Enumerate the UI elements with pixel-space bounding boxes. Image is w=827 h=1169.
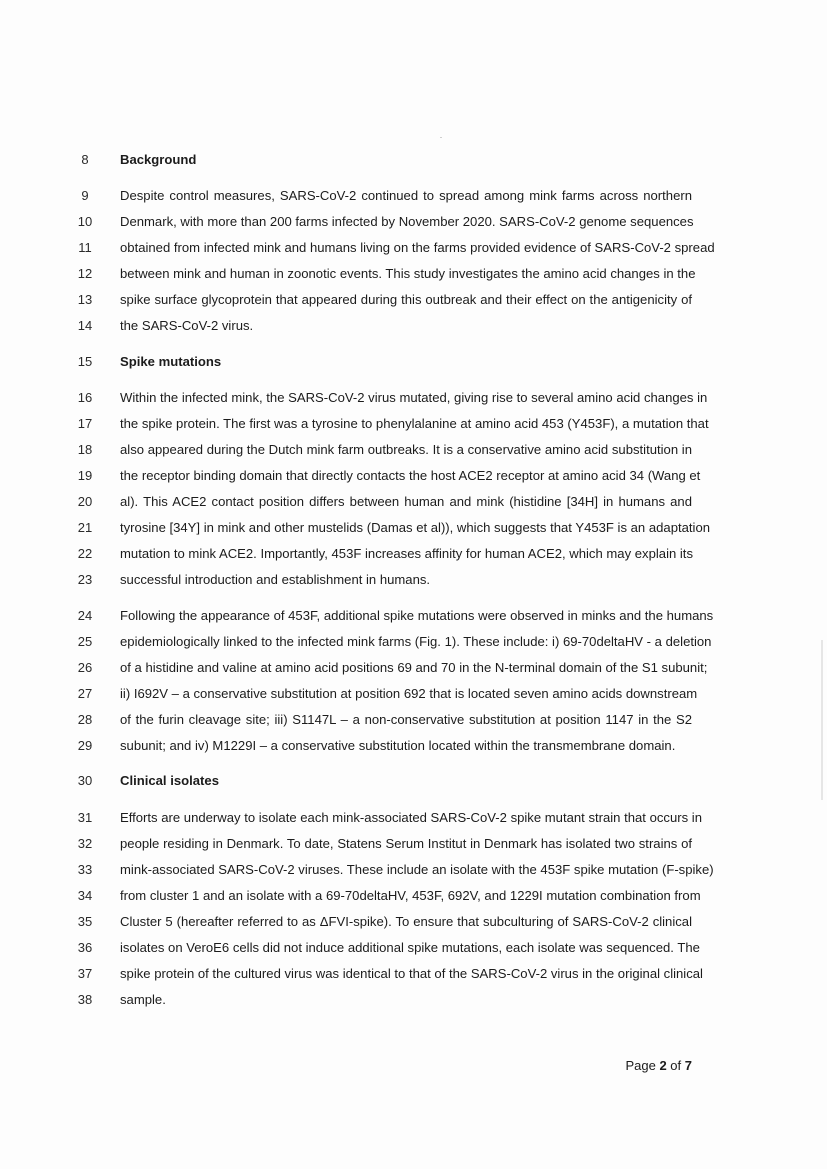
body-text-line: Despite control measures, SARS-CoV-2 continued to spread among mink farms across northern [120, 188, 692, 203]
line-number: 37 [77, 966, 93, 981]
body-text-line: the spike protein. The first was a tyrosine to phenylalanine at amino acid 453 (Y453F), a mutation that [120, 416, 709, 431]
line-number: 15 [77, 354, 93, 369]
section-heading: Clinical isolates [120, 773, 219, 788]
body-text-line: spike surface glycoprotein that appeared during this outbreak and their effect on the antigenicity of [120, 292, 692, 307]
body-text-line: also appeared during the Dutch mink farm outbreaks. It is a conservative amino acid substitution in [120, 442, 692, 457]
line-number: 26 [77, 660, 93, 675]
line-number: 19 [77, 468, 93, 483]
body-text-line: between mink and human in zoonotic events. This study investigates the amino acid changes in the [120, 266, 696, 281]
section-heading: Background [120, 152, 197, 167]
body-text-line: Following the appearance of 453F, additional spike mutations were observed in minks and the humans [120, 608, 714, 623]
line-number: 20 [77, 494, 93, 509]
line-number: 21 [77, 520, 93, 535]
scan-speck [440, 137, 442, 138]
body-text-line: al). This ACE2 contact position differs between human and mink (histidine [34H] in humans and [120, 494, 692, 509]
line-number: 17 [77, 416, 93, 431]
footer-prefix: Page [625, 1058, 660, 1073]
line-number: 22 [77, 546, 93, 561]
line-number: 11 [78, 240, 92, 255]
body-text-line: of a histidine and valine at amino acid positions 69 and 70 in the N-terminal domain of the S1 subunit; [120, 660, 708, 675]
line-number: 9 [81, 188, 89, 203]
line-number: 8 [81, 152, 89, 167]
line-number: 38 [77, 992, 93, 1007]
body-text-line: Cluster 5 (hereafter referred to as ΔFVI-spike). To ensure that subculturing of SARS-CoV-2 clinical [120, 914, 692, 929]
line-number: 16 [77, 390, 93, 405]
line-number: 29 [77, 738, 93, 753]
body-text-line: of the furin cleavage site; iii) S1147L – a non-conservative substitution at position 1147 in the S2 [120, 712, 692, 727]
line-number: 28 [77, 712, 93, 727]
line-number: 23 [77, 572, 93, 587]
body-text-line: isolates on VeroE6 cells did not induce additional spike mutations, each isolate was sequenced. The [120, 940, 700, 955]
section-heading: Spike mutations [120, 354, 222, 369]
body-text-line: people residing in Denmark. To date, Statens Serum Institut in Denmark has isolated two strains of [120, 836, 692, 851]
line-number: 24 [77, 608, 93, 623]
line-number: 18 [77, 442, 93, 457]
line-number: 30 [77, 773, 93, 788]
body-text-line: obtained from infected mink and humans living on the farms provided evidence of SARS-CoV-2 spread [120, 240, 715, 255]
scan-edge-shadow [821, 640, 823, 800]
line-number: 27 [77, 686, 93, 701]
line-number: 14 [77, 318, 93, 333]
line-number: 25 [77, 634, 93, 649]
body-text-line: from cluster 1 and an isolate with a 69-70deltaHV, 453F, 692V, and 1229I mutation combination from [120, 888, 701, 903]
body-text-line: Within the infected mink, the SARS-CoV-2 virus mutated, giving rise to several amino acid changes in [120, 390, 708, 405]
body-text-line: epidemiologically linked to the infected mink farms (Fig. 1). These include: i) 69-70deltaHV - a deletion [120, 634, 712, 649]
page-footer [625, 1058, 692, 1074]
line-number: 13 [77, 292, 93, 307]
body-text-line: Denmark, with more than 200 farms infected by November 2020. SARS-CoV-2 genome sequences [120, 214, 694, 229]
body-text-line: tyrosine [34Y] in mink and other mustelids (Damas et al)), which suggests that Y453F is an adaptation [120, 520, 711, 535]
line-number: 10 [77, 214, 93, 229]
line-number: 33 [77, 862, 93, 877]
line-number: 32 [77, 836, 93, 851]
line-number: 12 [77, 266, 93, 281]
body-text-line: sample. [120, 992, 166, 1007]
body-text-line: mink-associated SARS-CoV-2 viruses. These include an isolate with the 453F spike mutation (F-spike) [120, 862, 714, 877]
footer-middle: of [666, 1058, 685, 1073]
body-text-line: successful introduction and establishment in humans. [120, 572, 431, 587]
footer-total-pages: 7 [684, 1058, 692, 1073]
body-text-line: the receptor binding domain that directly contacts the host ACE2 receptor at amino acid 34 (Wang et [120, 468, 701, 483]
body-text-line: spike protein of the cultured virus was identical to that of the SARS-CoV-2 virus in the original clinical [120, 966, 703, 981]
body-text-line: the SARS-CoV-2 virus. [120, 318, 254, 333]
line-number: 36 [77, 940, 93, 955]
line-number: 35 [77, 914, 93, 929]
line-number: 31 [77, 810, 93, 825]
body-text-line: ii) I692V – a conservative substitution at position 692 that is located seven amino acids downstream [120, 686, 698, 701]
body-text-line: mutation to mink ACE2. Importantly, 453F increases affinity for human ACE2, which may explain its [120, 546, 693, 561]
line-number: 34 [77, 888, 93, 903]
body-text-line: subunit; and iv) M1229I – a conservative substitution located within the transmembrane domain. [120, 738, 676, 753]
body-text-line: Efforts are underway to isolate each mink-associated SARS-CoV-2 spike mutant strain that occurs in [120, 810, 702, 825]
footer-current-page: 2 [659, 1058, 667, 1073]
